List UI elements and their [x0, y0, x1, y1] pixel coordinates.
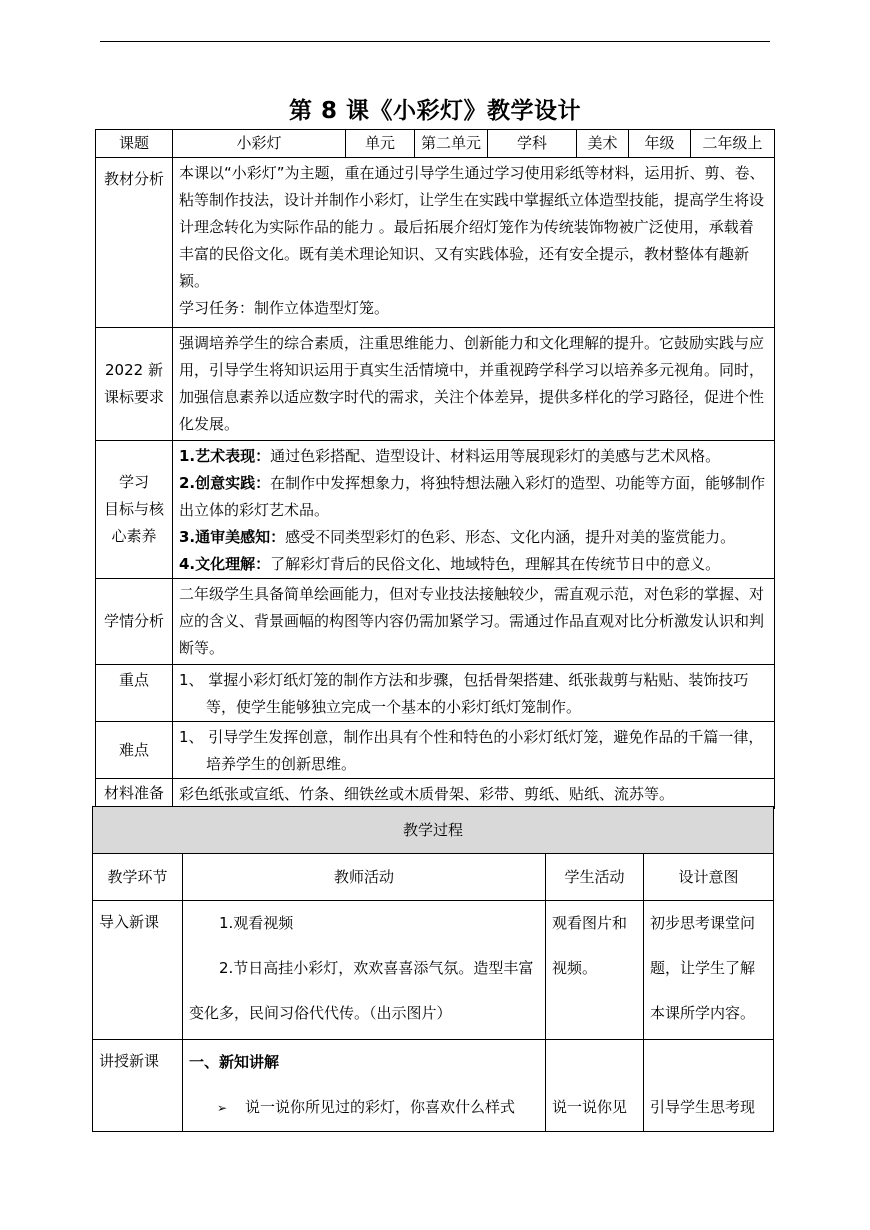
materials-text: 彩色纸张或宣纸、竹条、细铁丝或木质骨架、彩带、剪纸、贴纸、流苏等。	[173, 779, 775, 809]
page-title: 第 8 课《小彩灯》教学设计	[288, 98, 582, 124]
materials-row	[96, 779, 775, 809]
student-analysis-text: 二年级学生具备简单绘画能力，但对专业技法接触较少，需直观示范，对色彩的掌握、对应的含义、背景画幅的构图等内容仍需加紧学习。需通过作品直观对比分析激发认识和判断等。	[173, 579, 775, 665]
subject-value: 美术	[577, 130, 629, 158]
objective-item	[179, 470, 768, 524]
teacher-line: 2.节日高挂小彩灯，欢欢喜喜添气氛。造型丰富	[219, 959, 534, 977]
material-analysis-text: 本课以“小彩灯”为主题，重在通过引导学生通过学习使用彩纸等材料，运用折、剪、卷、粘等制作技法，设计并制作小彩灯，让学生在实践中掌握纸立体造型技能，提高学生将设计理念转化为实际作品的能力 。最后拓展介绍灯笼作为传统装饰物被广泛使用，承载着丰富的民俗文化。既有美术理论知识、又有实践体验，还有安全提示，教材整体有趣新颖。	[179, 164, 765, 290]
material-analysis-content	[173, 158, 775, 328]
difficulties-label: 难点	[96, 722, 173, 779]
curriculum-row	[96, 328, 775, 441]
column-student: 学生活动	[546, 854, 644, 901]
material-analysis-label: 教材分析	[96, 158, 173, 328]
objectives-label-line1: 学习	[118, 473, 149, 491]
topic-value: 小彩灯	[173, 130, 346, 158]
student-activity-cell: 观看图片和视频。	[546, 901, 644, 1040]
process-row-intro	[93, 901, 774, 1040]
process-row-new-lesson	[93, 1040, 774, 1132]
grade-label: 年级	[629, 130, 691, 158]
design-intent-cell	[644, 1040, 774, 1132]
design-intent-cell: 初步思考课堂问题，让学生了解本课所学内容。	[644, 901, 774, 1040]
column-intent: 设计意图	[644, 854, 774, 901]
curriculum-label-line2: 课标要求	[103, 388, 164, 406]
objective-item	[179, 551, 768, 578]
teacher-bullet-text: 说一说你所见过的彩灯，你喜欢什么样式	[245, 1098, 516, 1116]
teacher-line: 变化多，民间习俗代代传。（出示图片）	[189, 1004, 452, 1022]
objective-text: 了解彩灯背后的民俗文化、地域特色，理解其在传统节日中的意义。	[270, 555, 721, 573]
student-text: 说一说你见	[552, 1098, 628, 1116]
objectives-label-line2: 目标与核	[103, 500, 164, 518]
info-row	[96, 130, 775, 158]
objective-text: 通过色彩搭配、造型设计、材料运用等展现彩灯的美感与艺术风格。	[270, 447, 721, 465]
objectives-label	[96, 441, 173, 579]
unit-label: 单元	[346, 130, 415, 158]
objective-head: 1.艺术表现：	[179, 447, 271, 465]
objective-head: 2.创意实践：	[179, 474, 271, 492]
objective-text: 感受不同类型彩灯的色彩、形态、文化内涵，提升对美的鉴赏能力。	[285, 528, 736, 546]
curriculum-text: 强调培养学生的综合素质，注重思维能力、创新能力和文化理解的提升。它鼓励实践与应用，引导学生将知识运用于真实生活情境中，并重视跨学科学习以培养多元视角。同时，加强信息素养以适应数字时代的需求，关注个体差异，提供多样化的学习路径，促进个性化发展。	[173, 328, 775, 441]
subject-label: 学科	[488, 130, 577, 158]
key-points-label: 重点	[96, 665, 173, 722]
curriculum-label	[96, 328, 173, 441]
key-points-content	[173, 665, 775, 722]
objective-head: 3.通审美感知：	[179, 528, 286, 546]
objective-text: 在制作中发挥想象力，将独特想法融入彩灯的造型、功能等方面，能够制作出立体的彩灯艺术品。	[179, 474, 766, 519]
lesson-info-table	[95, 129, 775, 809]
student-analysis-label: 学情分析	[96, 579, 173, 665]
unit-value: 第二单元	[415, 130, 488, 158]
teaching-process-table	[92, 806, 774, 1132]
objective-item	[179, 443, 768, 470]
arrow-bullet-icon: ➢	[217, 1101, 228, 1115]
stage-cell: 导入新课	[93, 901, 183, 1040]
student-analysis-row	[96, 579, 775, 665]
difficulties-content	[173, 722, 775, 779]
process-header: 教学过程	[93, 807, 774, 854]
teacher-bullet	[189, 1085, 539, 1131]
process-columns-row	[93, 854, 774, 901]
material-analysis-row	[96, 158, 775, 328]
materials-label: 材料准备	[96, 779, 173, 809]
stage-cell: 讲授新课	[93, 1040, 183, 1132]
key-points-row	[96, 665, 775, 722]
intent-spacer	[650, 1040, 767, 1085]
objectives-row	[96, 441, 775, 579]
column-teacher: 教师活动	[183, 854, 546, 901]
topic-label: 课题	[96, 130, 173, 158]
difficulties-row	[96, 722, 775, 779]
curriculum-label-line1: 2022 新	[105, 361, 163, 379]
key-points-text: 1、 掌握小彩灯纸灯笼的制作方法和步骤，包括骨架搭建、纸张裁剪与粘贴、装饰技巧等，使学生能够独立完成一个基本的小彩灯纸灯笼制作。	[179, 671, 749, 716]
student-spacer	[552, 1040, 637, 1085]
grade-value: 二年级上	[691, 130, 775, 158]
intent-text: 引导学生思考现	[650, 1098, 756, 1116]
header-rule	[100, 41, 770, 42]
objectives-content	[173, 441, 775, 579]
teacher-line: 1.观看视频	[219, 914, 294, 932]
objectives-label-line3: 心素养	[111, 527, 157, 545]
process-header-row	[93, 807, 774, 854]
teacher-heading: 一、新知讲解	[189, 1053, 280, 1071]
objective-item	[179, 524, 768, 551]
material-analysis-task: 学习任务：制作立体造型灯笼。	[179, 299, 390, 317]
teacher-activity-cell	[183, 1040, 546, 1132]
objective-head: 4.文化理解：	[179, 555, 271, 573]
teacher-activity-cell	[183, 901, 546, 1040]
student-activity-cell	[546, 1040, 644, 1132]
column-stage: 教学环节	[93, 854, 183, 901]
difficulties-text: 1、 引导学生发挥创意，制作出具有个性和特色的小彩灯纸灯笼，避免作品的千篇一律，培养学生的创新思维。	[179, 728, 764, 773]
